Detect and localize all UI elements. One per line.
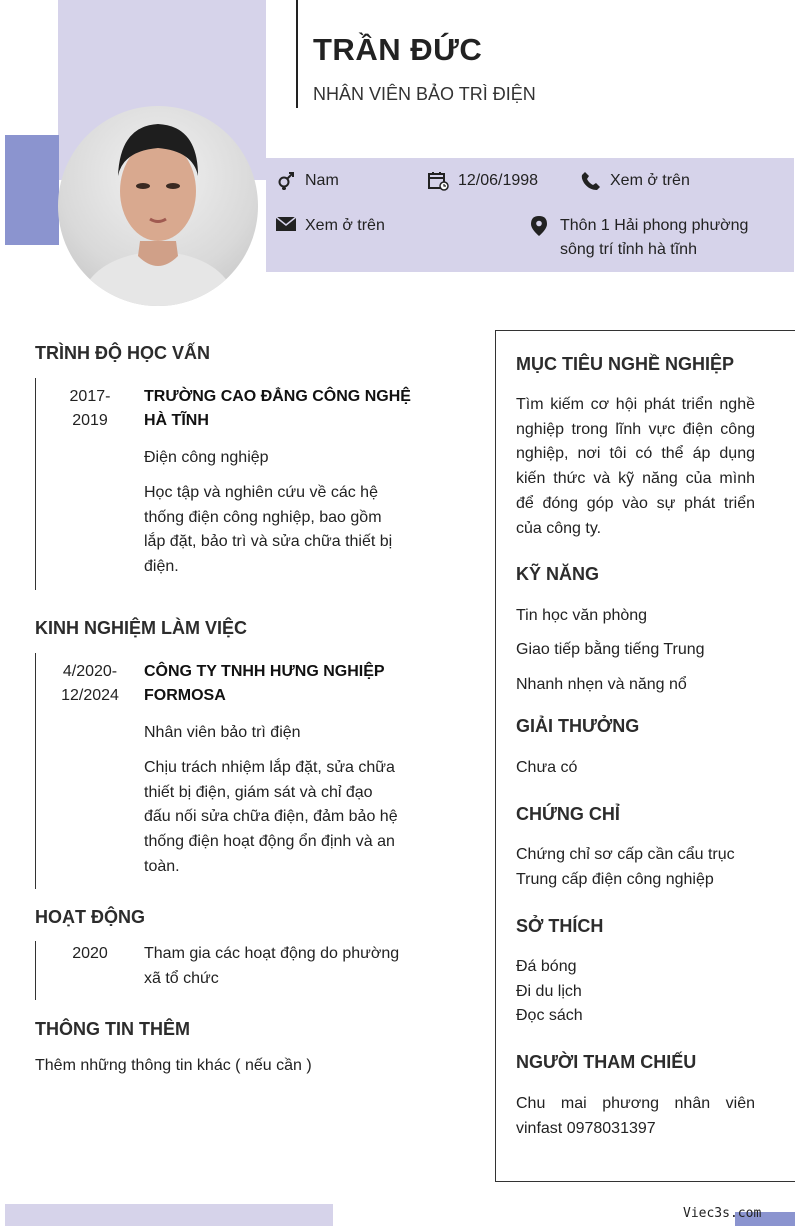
decor-block-left <box>5 135 59 245</box>
activities-desc-line: Tham gia các hoạt động do phường <box>144 945 400 962</box>
certificate-item: Chứng chỉ sơ cấp cần cẩu trục <box>516 846 735 863</box>
phone-icon <box>581 171 601 191</box>
education-desc-line: thống điện công nghiệp, bao gồm <box>144 508 382 526</box>
birthday-info <box>428 169 538 193</box>
objective-text: Tìm kiếm cơ hội phát triển nghề nghiệp trong lĩnh vực điện công nghiệp, nơi tôi có thể áp dụng kiến thức và kỹ năng của mình để đóng góp vào sự phát triển của công ty. <box>516 396 755 537</box>
experience-desc-line: đấu nối sửa chữa điện, đảm bảo hệ <box>144 808 398 826</box>
candidate-name: TRẦN ĐỨC <box>313 32 483 67</box>
education-school-line-2: HÀ TĨNH <box>144 412 209 429</box>
hobbies-list <box>516 955 583 1029</box>
email-info <box>276 214 385 238</box>
activities-description <box>144 942 399 991</box>
experience-desc-line: thiết bị điện, giám sát và chỉ đạo <box>144 783 373 801</box>
skills-title: KỸ NĂNG <box>516 564 600 584</box>
gender-info <box>276 169 339 193</box>
avatar <box>58 106 258 306</box>
extra-title: THÔNG TIN THÊM <box>35 1019 190 1039</box>
calendar-icon <box>428 171 449 191</box>
experience-company-line-1: CÔNG TY TNHH HƯNG NGHIỆP <box>144 663 385 680</box>
experience-date <box>45 660 135 708</box>
skill-item: Tin học văn phòng <box>516 607 648 624</box>
experience-date-end: 12/2024 <box>61 687 119 704</box>
certificate-item: Trung cấp điện công nghiệp <box>516 870 714 888</box>
hobby-item: Đi du lịch <box>516 982 582 1000</box>
education-date-start: 2017- <box>69 388 111 405</box>
activities-date: 2020 <box>72 945 108 962</box>
address-line-1: Thôn 1 Hải phong phường <box>560 217 749 234</box>
references-title: NGƯỜI THAM CHIẾU <box>516 1052 697 1072</box>
education-title: TRÌNH ĐỘ HỌC VẤN <box>35 343 210 363</box>
experience-position: Nhân viên bảo trì điện <box>144 724 301 741</box>
certificates-title: CHỨNG CHỈ <box>516 804 620 824</box>
education-bar <box>35 378 36 590</box>
objective-title: MỤC TIÊU NGHỀ NGHIỆP <box>516 354 735 374</box>
avatar-photo <box>58 106 258 306</box>
job-title: NHÂN VIÊN BẢO TRÌ ĐIỆN <box>313 84 536 104</box>
address-info <box>531 214 748 262</box>
hobby-item: Đọc sách <box>516 1007 583 1025</box>
education-date <box>45 385 135 433</box>
hobbies-title: SỞ THÍCH <box>516 916 604 936</box>
education-major: Điện công nghiệp <box>144 449 269 466</box>
gender-icon <box>276 171 296 191</box>
awards-title: GIẢI THƯỞNG <box>516 716 640 736</box>
experience-company <box>144 660 419 708</box>
address-text <box>560 214 748 262</box>
education-desc-line: Học tập và nghiên cứu về các hệ <box>144 484 378 501</box>
email-icon <box>276 216 296 232</box>
decor-footer-left <box>5 1204 333 1226</box>
header-divider <box>296 0 298 108</box>
hobby-item: Đá bóng <box>516 958 577 975</box>
address-line-2: sông trí tỉnh hà tĩnh <box>560 241 697 258</box>
education-date-end: 2019 <box>72 412 108 429</box>
experience-bar <box>35 653 36 889</box>
awards-text: Chưa có <box>516 759 578 776</box>
certificates-list <box>516 843 735 892</box>
phone-value: Xem ở trên <box>610 172 690 189</box>
skill-item: Nhanh nhẹn và năng nổ <box>516 676 687 693</box>
watermark: Viec3s.com <box>683 1206 762 1221</box>
experience-desc-line: thống điện hoạt động ổn định và an <box>144 833 395 851</box>
education-desc-line: điện. <box>144 558 179 576</box>
skill-item: Giao tiếp bằng tiếng Trung <box>516 641 705 658</box>
birthday-value: 12/06/1998 <box>458 172 539 189</box>
experience-desc-line: toàn. <box>144 857 180 875</box>
experience-company-line-2: FORMOSA <box>144 687 226 704</box>
experience-desc-line: Chịu trách nhiệm lắp đặt, sửa chữa <box>144 759 395 776</box>
experience-title: KINH NGHIỆM LÀM VIỆC <box>35 618 248 638</box>
references-text: Chu mai phương nhân viên vinfast 0978031397 <box>516 1095 755 1137</box>
phone-info <box>581 169 690 193</box>
extra-text: Thêm những thông tin khác ( nếu cần ) <box>35 1057 312 1074</box>
education-description <box>144 481 392 580</box>
experience-description <box>144 756 398 880</box>
education-school-line-1: TRƯỜNG CAO ĐẲNG CÔNG NGHỆ <box>144 388 411 405</box>
activities-bar <box>35 941 36 1000</box>
activities-desc-line: xã tổ chức <box>144 969 219 987</box>
email-value: Xem ở trên <box>305 217 385 234</box>
gender-value: Nam <box>305 172 339 189</box>
education-desc-line: lắp đặt, bảo trì và sửa chữa thiết bị <box>144 533 393 551</box>
education-school <box>144 385 419 433</box>
activities-title: HOẠT ĐỘNG <box>35 907 145 927</box>
location-icon <box>531 216 547 236</box>
experience-date-start: 4/2020- <box>62 663 118 680</box>
